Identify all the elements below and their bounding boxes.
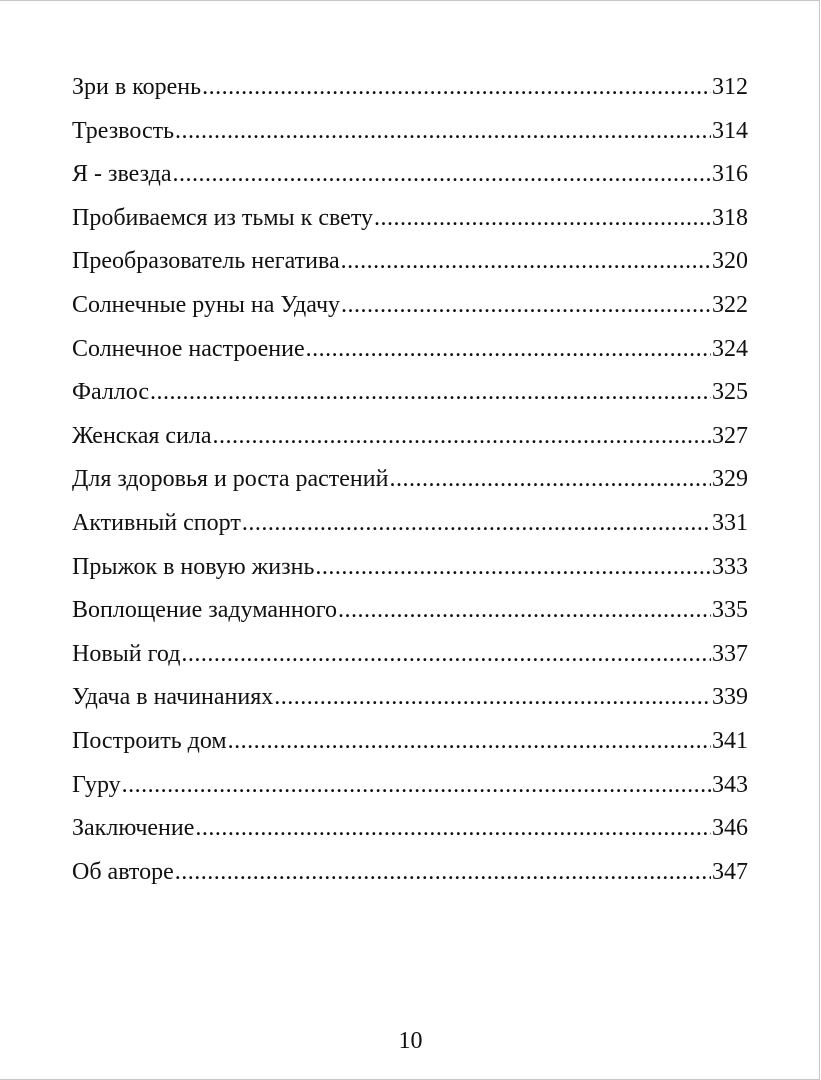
toc-entry[interactable]: [72, 66, 748, 110]
toc-entry-page: 337: [712, 640, 748, 667]
toc-entry-page: 327: [712, 422, 748, 449]
dot-leader: [122, 764, 711, 808]
toc-entry-title: Преобразователь негатива: [72, 248, 340, 275]
toc-entry-title: Новый год: [72, 640, 181, 667]
toc-entry[interactable]: [72, 807, 748, 851]
toc-entry-title: Солнечное настроение: [72, 335, 305, 362]
toc-entry-title: Об авторе: [72, 858, 174, 885]
toc-entry-title: Трезвость: [72, 117, 175, 144]
toc-entry-page: 346: [712, 815, 748, 842]
dot-leader: [389, 458, 711, 502]
toc-entry-page: 341: [712, 727, 748, 754]
toc-entry-page: 347: [712, 858, 748, 885]
toc-entry[interactable]: [72, 633, 748, 677]
toc-entry-page: 312: [712, 74, 748, 100]
toc-entry-page: 333: [712, 553, 748, 580]
toc-entry[interactable]: [72, 110, 748, 154]
dot-leader: [228, 720, 711, 764]
toc-entry-title: Удача в начинаниях: [72, 684, 274, 711]
toc-entry-page: 331: [712, 509, 748, 536]
toc-entry-page: 318: [712, 204, 748, 231]
toc-entry-title: Гуру: [72, 771, 121, 798]
toc-entry-title: Заключение: [72, 815, 195, 842]
toc-entry[interactable]: [72, 240, 748, 284]
toc-entry-page: 324: [712, 335, 748, 362]
toc-entry-title: Пробиваемся из тьмы к свету: [72, 204, 373, 231]
dot-leader: [202, 66, 711, 110]
dot-leader: [274, 676, 711, 720]
toc-entry[interactable]: [72, 851, 748, 895]
toc-entry[interactable]: [72, 458, 748, 502]
dot-leader: [175, 110, 711, 154]
toc-entry-page: 320: [712, 248, 748, 275]
toc-entry[interactable]: [72, 676, 748, 720]
toc-entry-title: Для здоровья и роста растений: [72, 466, 389, 493]
toc-entry-page: 316: [712, 161, 748, 188]
table-of-contents: [72, 66, 748, 894]
toc-entry-page: 343: [712, 771, 748, 798]
toc-entry[interactable]: [72, 546, 748, 590]
dot-leader: [306, 328, 711, 372]
dot-leader: [341, 240, 711, 284]
dot-leader: [173, 153, 711, 197]
toc-entry[interactable]: [72, 284, 748, 328]
toc-entry-page: 329: [712, 466, 748, 493]
page-number: 10: [398, 1028, 423, 1054]
dot-leader: [341, 284, 711, 328]
toc-entry-title: Зри в корень: [72, 74, 202, 100]
toc-entry[interactable]: [72, 328, 748, 372]
toc-entry[interactable]: [72, 764, 748, 808]
dot-leader: [338, 589, 711, 633]
dot-leader: [315, 546, 711, 590]
dot-leader: [175, 851, 711, 895]
toc-entry-title: Построить дом: [72, 727, 227, 754]
toc-entry[interactable]: [72, 502, 748, 546]
toc-entry-page: 314: [712, 117, 748, 144]
toc-entry-page: 339: [712, 684, 748, 711]
toc-entry[interactable]: [72, 371, 748, 415]
toc-entry[interactable]: [72, 720, 748, 764]
toc-entry-page: 325: [712, 379, 748, 406]
dot-leader: [242, 502, 711, 546]
dot-leader: [213, 415, 711, 459]
toc-entry-page: 335: [712, 597, 748, 624]
toc-entry[interactable]: [72, 153, 748, 197]
toc-entry-title: Активный спорт: [72, 509, 241, 536]
toc-entry-title: Фаллос: [72, 379, 150, 406]
toc-entry-title: Прыжок в новую жизнь: [72, 553, 315, 580]
dot-leader: [195, 807, 711, 851]
toc-entry[interactable]: [72, 197, 748, 241]
toc-entry[interactable]: [72, 415, 748, 459]
toc-entry-title: Солнечные руны на Удачу: [72, 291, 341, 318]
dot-leader: [181, 633, 711, 677]
toc-entry-title: Я - звезда: [72, 161, 172, 188]
toc-entry-title: Женская сила: [72, 422, 212, 449]
toc-entry-title: Воплощение задуманного: [72, 597, 337, 624]
toc-entry-page: 322: [712, 291, 748, 318]
dot-leader: [374, 197, 711, 241]
toc-entry[interactable]: [72, 589, 748, 633]
dot-leader: [150, 371, 711, 415]
